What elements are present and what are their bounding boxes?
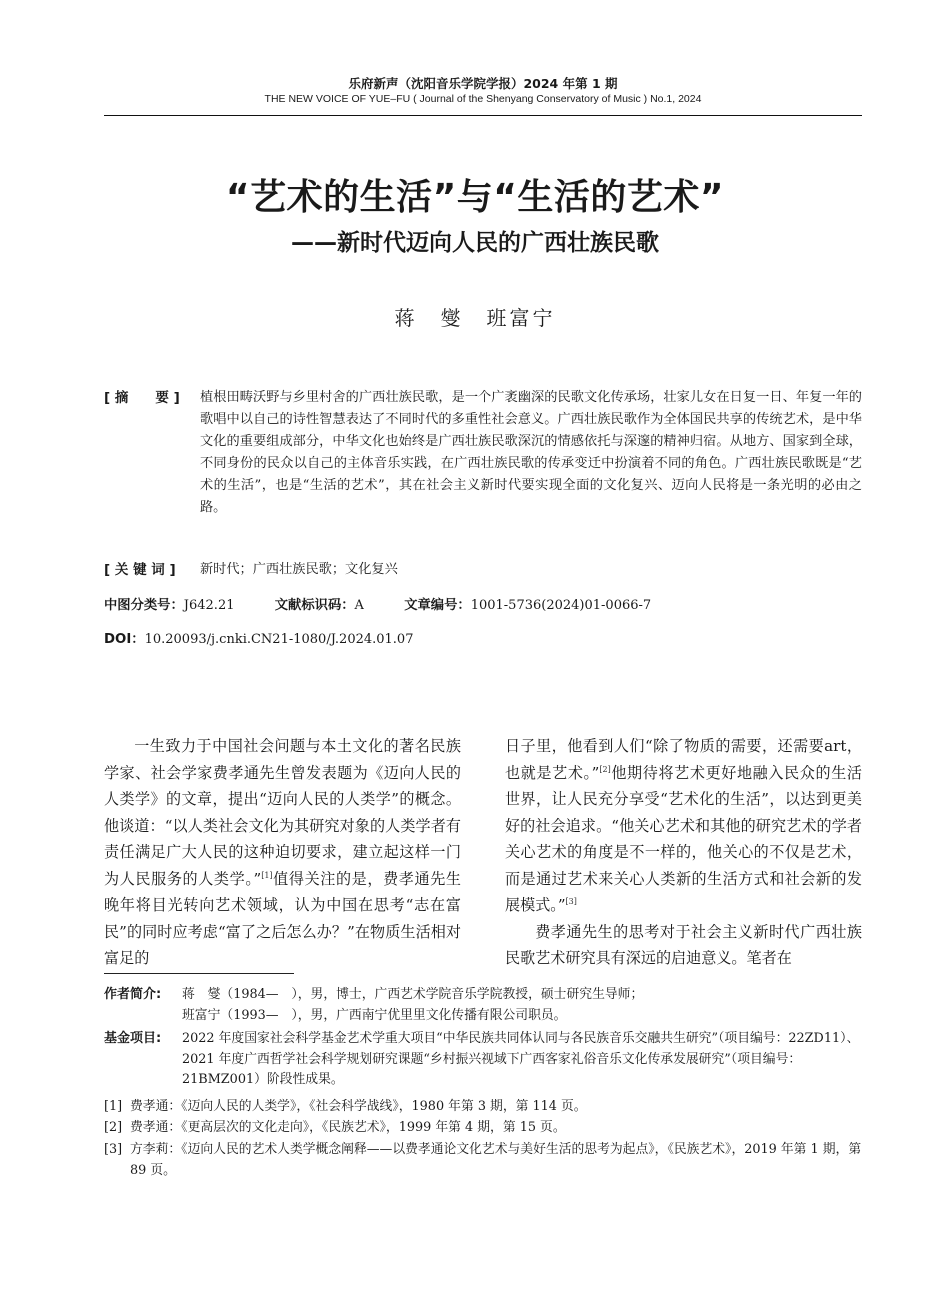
- citation-ref[interactable]: [1]: [261, 870, 273, 880]
- doi-line: [104, 630, 862, 650]
- running-header: [104, 76, 862, 106]
- reference-number: [1]: [104, 1099, 123, 1114]
- reference-item: [104, 1140, 862, 1181]
- clc-label: 中图分类号：: [104, 598, 184, 613]
- keywords-text: 新时代；广西壮族民歌；文化复兴: [200, 562, 398, 577]
- body-paragraph: 费孝通先生的思考对于社会主义新时代广西壮族民歌艺术研究具有深远的启迪意义。笔者在: [505, 922, 862, 967]
- doc-code-label: 文献标识码：: [274, 598, 355, 613]
- reference-text: 方李莉：《迈向人民的艺术人类学概念阐释——以费孝通论文化艺术与美好生活的思考为起点》，《民族艺术》，2019 年第 1 期，第 89 页。: [130, 1142, 862, 1178]
- fund-info: [104, 1029, 862, 1091]
- classification-line: [104, 596, 862, 616]
- fund-text: 2022 年度国家社会科学基金艺术学重大项目“中华民族共同体认同与各民族音乐交融共生研究”（项目编号：22ZD11）、2021 年度广西哲学社会科学规划研究课题“乡村振兴视域下广西客家礼俗音乐文化传承发展研究”（项目编号：21BMZ001）阶段性成果。: [182, 1031, 860, 1087]
- footnote-rule: [104, 973, 294, 974]
- article-number-value: 1001-5736(2024)01-0066-7: [470, 598, 652, 613]
- keywords: [104, 559, 862, 581]
- doc-code-value: A: [354, 598, 364, 613]
- author-info-2: 班富宁（1993— ），男，广西南宁优里里文化传播有限公司职员。: [182, 1007, 567, 1023]
- author-info-label: 作者简介:: [104, 987, 162, 1002]
- clc-value: J642.21: [183, 598, 235, 613]
- reference-item: [104, 1118, 862, 1139]
- body-column-right: [505, 733, 862, 972]
- abstract-label: [ 摘 要 ]: [104, 390, 180, 406]
- fund-label: 基金项目:: [104, 1031, 162, 1046]
- doi-value: 10.20093/j.cnki.CN21-1080/J.2024.01.07: [144, 632, 414, 647]
- abstract: [104, 387, 862, 519]
- reference-number: [3]: [104, 1142, 123, 1157]
- journal-title-cn: 乐府新声（沈阳音乐学院学报）2024 年第 1 期: [348, 76, 618, 91]
- body-paragraph: 日子里，他看到人们“除了物质的需要，还需要art，也就是艺术。”[2]他期待将艺术更好地融入民众的生活世界，让人民充分享受“艺术化的生活”，以达到更美好的社会追求。“他关心艺术和其他的研究艺术的学者关心艺术的角度是不一样的，他关心的不仅是艺术，而是通过艺术来关心人类新的生活方式和社会新的发展模式。”[3]: [505, 737, 862, 914]
- doi-label: DOI：: [104, 632, 145, 647]
- reference-number: [2]: [104, 1120, 123, 1135]
- article-title: “艺术的生活”与“生活的艺术”: [225, 177, 725, 218]
- author-info: [104, 985, 862, 1026]
- body-column-left: [104, 733, 461, 972]
- reference-item: [104, 1097, 862, 1118]
- journal-title-en: THE NEW VOICE OF YUE–FU ( Journal of the Shenyang Conservatory of Music ) No.1, 2024: [264, 93, 702, 105]
- body-paragraph: 一生致力于中国社会问题与本土文化的著名民族学家、社会学家费孝通先生曾发表题为《迈向人民的人类学》的文章，提出“迈向人民的人类学”的概念。他谈道：“以人类社会文化为其研究对象的人类学者有责任满足广大人民的这种迫切要求，建立起这样一门为人民服务的人类学。”[1]值得关注的是，费孝通先生晚年将目光转向艺术领域，认为中国在思考“志在富民”的同时应考虑“富了之后怎么办？”在物质生活相对富足的: [104, 737, 461, 967]
- reference-text: 费孝通：《迈向人民的人类学》，《社会科学战线》，1980 年第 3 期，第 114 页。: [130, 1099, 587, 1114]
- reference-text: 费孝通：《更高层次的文化走向》，《民族艺术》，1999 年第 4 期，第 15 页。: [130, 1120, 566, 1135]
- header-rule: [104, 115, 862, 116]
- article-subtitle: ——新时代迈向人民的广西壮族民歌: [291, 230, 659, 256]
- article-number-label: 文章编号：: [404, 598, 471, 613]
- citation-ref[interactable]: [3]: [565, 896, 577, 906]
- citation-ref[interactable]: [2]: [599, 764, 611, 774]
- abstract-text: 植根田畴沃野与乡里村舍的广西壮族民歌，是一个广袤幽深的民歌文化传承场，壮家儿女在日复一日、年复一年的歌唱中以自己的诗性智慧表达了不同时代的多重性社会意义。广西壮族民歌作为全体国民共享的传统艺术，是中华文化的重要组成部分，中华文化也始终是广西壮族民歌深沉的情感依托与深邃的精神归宿。从地方、国家到全球，不同身份的民众以自己的主体音乐实践，在广西壮族民歌的传承变迁中扮演着不同的角色。广西壮族民歌既是“艺术的生活”，也是“生活的艺术”，其在社会主义新时代要实现全面的文化复兴、迈向人民将是一条光明的必由之路。: [200, 390, 862, 515]
- article-authors: 蒋 燮 班富宁: [394, 306, 556, 330]
- author-info-1: 蒋 燮（1984— ），男，博士，广西艺术学院音乐学院教授，硕士研究生导师；: [182, 987, 644, 1002]
- keywords-label: [ 关 键 词 ]: [104, 562, 176, 578]
